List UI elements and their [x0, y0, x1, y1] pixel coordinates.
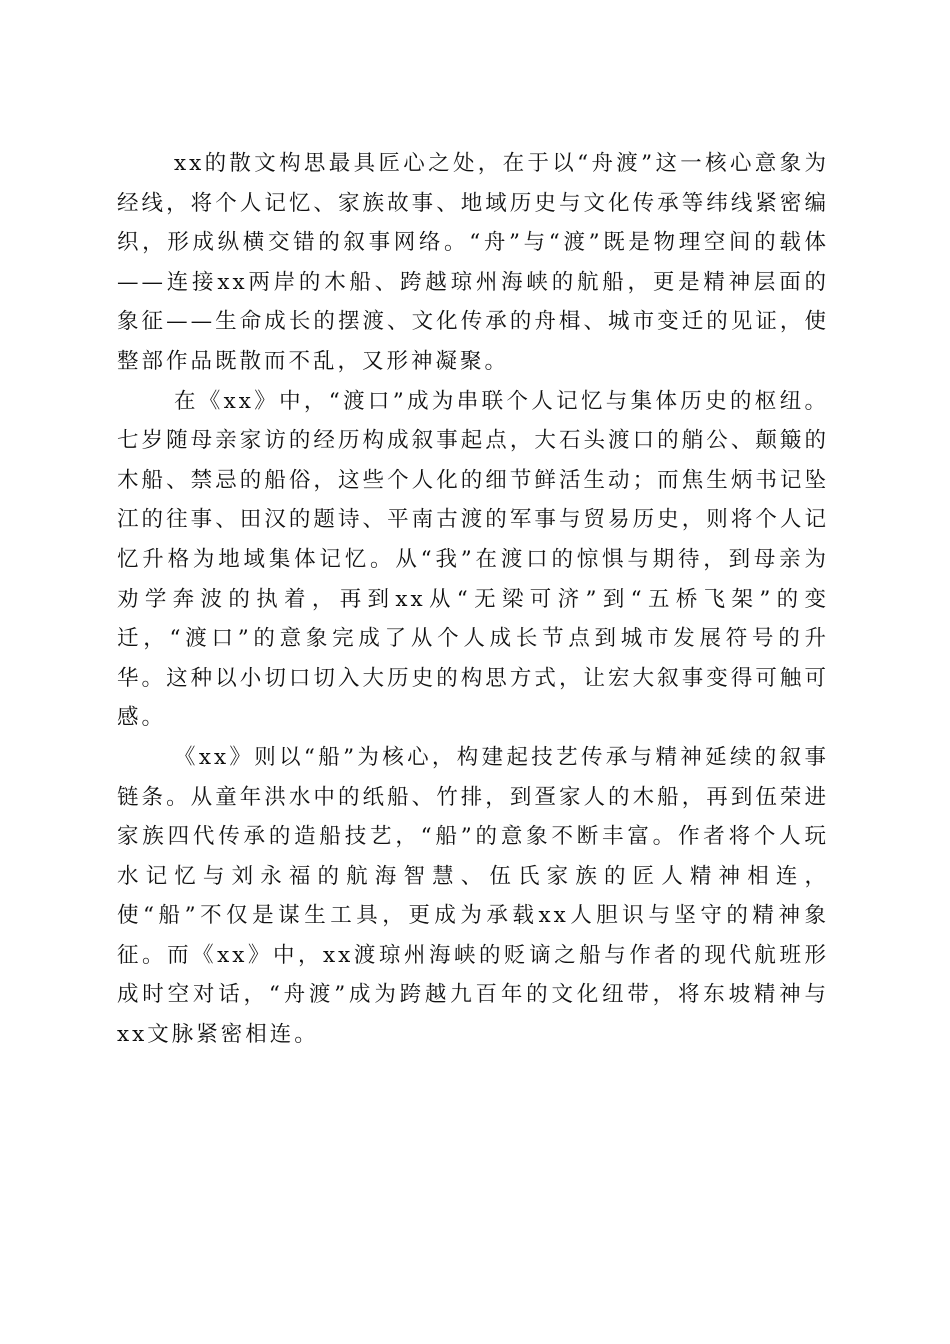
paragraph-2: 在《xx》中，“渡口”成为串联个人记忆与集体历史的枢纽。七岁随母亲家访的经历构成叙事起点，大石头渡口的艄公、颠簸的木船、禁忌的船俗，这些个人化的细节鲜活生动；而焦生炳书记坠江的往事、田汉的题诗、平南古渡的军事与贸易历史，则将个人记忆升格为地域集体记忆。从“我”在渡口的惊惧与期待，到母亲为劝学奔波的执着，再到xx从“无梁可济”到“五桥飞架”的变迁，“渡口”的意象完成了从个人成长节点到城市发展符号的升华。这种以小切口切入大历史的构思方式，让宏大叙事变得可触可感。	[117, 388, 829, 731]
paragraph-1: xx的散文构思最具匠心之处，在于以“舟渡”这一核心意象为经线，将个人记忆、家族故事、地域历史与文化传承等纬线紧密编织，形成纵横交错的叙事网络。“舟”与“渡”既是物理空间的载体——连接xx两岸的木船、跨越琼州海峡的航船，更是精神层面的象征——生命成长的摆渡、文化传承的舟楫、城市变迁的见证，使整部作品既散而不乱，又形神凝聚。	[117, 151, 829, 374]
paragraph-3: 《xx》则以“船”为核心，构建起技艺传承与精神延续的叙事链条。从童年洪水中的纸船、竹排，到疍家人的木船，再到伍荣进家族四代传承的造船技艺，“船”的意象不断丰富。作者将个人玩水记忆与刘永福的航海智慧、伍氏家族的匠人精神相连，使“船”不仅是谋生工具，更成为承载xx人胆识与坚守的精神象征。而《xx》中，xx渡琼州海峡的贬谪之船与作者的现代航班形成时空对话，“舟渡”成为跨越九百年的文化纽带，将东坡精神与xx文脉紧密相连。	[117, 744, 829, 1048]
document-page	[117, 144, 829, 1055]
